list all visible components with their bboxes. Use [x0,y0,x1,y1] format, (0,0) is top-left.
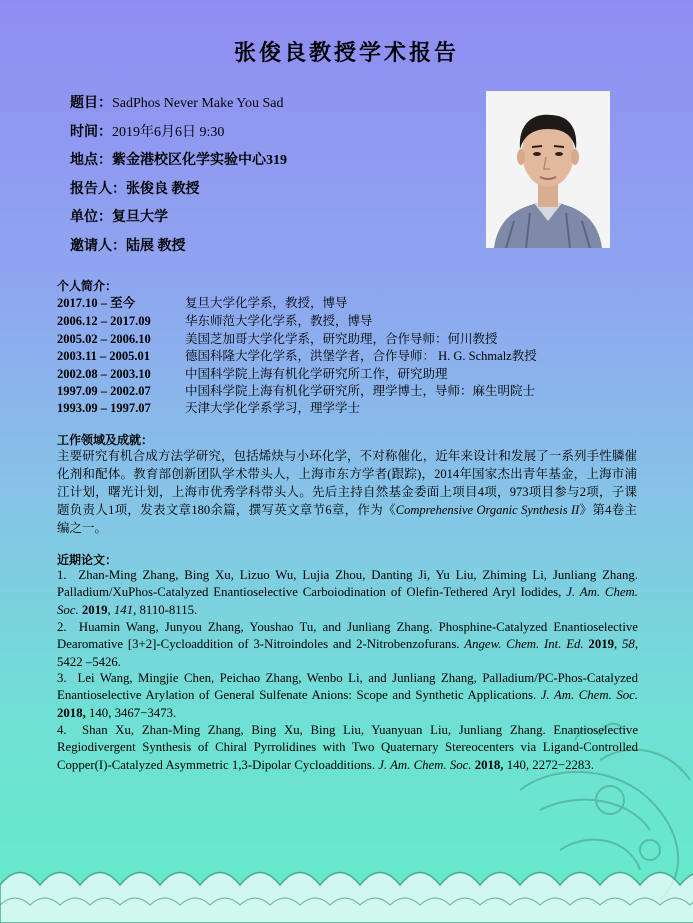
cv-desc: 中国科学院上海有机化学研究所，理学博士，导师：麻生明院士 [185,384,536,398]
cv-date: 1997.09 – 2002.07 [57,384,151,398]
cv-row [57,346,537,364]
cv-row [57,311,373,329]
paper-item [57,670,638,722]
cv-desc: 复旦大学化学系，教授，博导 [185,296,348,310]
info-label: 报告人： [70,181,126,197]
info-value: SadPhos Never Make You Sad [112,96,284,111]
paper-number: 2. [57,620,67,634]
paper-volume: 58 [622,637,635,652]
paper-citation: Zhan-Ming Zhang, Bing Xu, Lizuo Wu, Lujia Zhou, Danting Ji, Yu Liu, Zhiming Li, Junliang Zhang. Palladium/XuPhos-Catalyzed Enantioselective Carboiodination of Olefin-Tethered Aryl Iodides, [57,568,638,600]
paper-journal: J. Am. Chem. Soc. [57,585,638,617]
info-topic [70,92,284,112]
paper-year: 2019 [81,602,108,617]
cv-date: 2005.02 – 2006.10 [57,332,151,346]
paper-item [57,722,638,774]
work-text-end: 》第4卷主编之一。 [57,503,637,535]
paper-number: 4. [57,723,67,737]
info-label: 邀请人： [70,238,126,254]
work-text: 主要研究有机合成方法学研究，包括烯炔与小环化学，不对称催化，近年来设计和发展了一系列手性膦催化剂和配体。教育部创新团队学术带头人，上海市东方学者(跟踪)，2014年国家杰出青年基金，上海市浦江计划，曙光计划，上海市优秀学科带头人。先后主持自然基金委面上项目4项，973项目参与2项，子课题负责人1项，发表文章180余篇，撰写英文章节6章，作为《 [57,449,637,517]
cv-desc: 中国科学院上海有机化学研究所工作，研究助理 [185,367,448,381]
paper-volume: 140 [506,757,526,772]
info-affiliation [70,206,168,226]
cv-date: 2006.12 – 2017.09 [57,314,151,328]
cv-desc: 天津大学化学系学习，理学学士 [185,401,361,415]
paper-item: 1. Zhan-Ming Zhang, Bing Xu, Lizuo Wu, Lujia Zhou, Danting Ji, Yu Liu, Zhiming Li, Junliang Zhang. Palladium/XuPhos-Catalyzed Enantioselective Carboiodination of Olefin-Tethered Aryl Iodides, J. Am. Chem. Soc. 2019, 141, 8110-8115. [57,568,638,617]
paper-year: 2018, [474,757,504,772]
paper-volume: 140 [89,705,109,720]
cv-date: 1993.09 – 1997.07 [57,401,151,415]
paper-journal: J. Am. Chem. Soc. [378,757,472,772]
paper-pages: , 3467−3473. [108,705,177,720]
papers-heading: 近期论文： [57,553,118,567]
paper-citation: Lei Wang, Mingjie Chen, Peichao Zhang, Wenbo Li, and Junliang Zhang, Palladium/PC-Phos-Catalyzed Enantioselective Arylation of General Sulfenate Anions: Scope and Synthetic Applications. [57,671,638,703]
paper-pages: , 5422 –5426. [57,637,639,669]
info-value: 2019年6月6日 9:30 [112,125,225,140]
info-value: 复旦大学 [112,210,168,225]
paper-pages: , 8110-8115. [133,602,198,617]
paper-number: 1. [57,568,67,582]
info-location [70,149,287,169]
info-value: 张俊良 教授 [126,182,200,197]
speaker-photo [486,91,610,248]
work-heading: 工作领域及成就： [57,433,154,447]
cv-row [57,398,360,416]
info-label: 地点： [70,152,112,168]
profile-heading: 个人简介： [57,279,118,293]
cv-date: 2002.08 – 2003.10 [57,367,151,381]
info-time [70,121,224,141]
portrait-image [486,91,610,248]
paper-journal: Angew. Chem. Int. Ed. [464,637,584,652]
info-label: 题目： [70,95,112,111]
paper-pages: , 2272−2283. [525,757,594,772]
info-speaker [70,178,200,198]
info-label: 时间： [70,124,112,140]
info-value: 陆展 教授 [126,239,186,254]
book-title: Comprehensive Organic Synthesis II [395,503,580,517]
info-value: 紫金港校区化学实验中心319 [112,153,287,168]
cv-desc: 德国科隆大学化学系，洪堡学者，合作导师： H. G. Schmalz教授 [185,349,537,363]
paper-journal: J. Am. Chem. Soc. [540,688,638,703]
paper-citation: Shan Xu, Zhan-Ming Zhang, Bing Xu, Bing Liu, Yuanyuan Liu, Junliang Zhang. Enantioselective Regiodivergent Synthesis of Chiral Pyrrolidines with Two Quaternary Stereocenters via Ligand-Controlled Copper(I)-Catalyzed Asymmetric 1,3-Dipolar Cycloadditions. [57,723,638,772]
cv-desc: 华东师范大学化学系，教授，博导 [185,314,373,328]
paper-year: 2019 [588,637,615,652]
cv-row [57,293,348,311]
paper-citation: Huamin Wang, Junyou Zhang, Youshao Tu, and Junliang Zhang. Phosphine-Catalyzed Enantioselective Dearomative [3+2]-Cycloaddition of 3-Nitroindoles and 2-Nitrobenzofurans. [57,620,638,652]
cv-desc: 美国芝加哥大学化学系，研究助理，合作导师：何川教授 [185,332,498,346]
paper-year: 2018, [57,705,86,720]
paper-item: 2. Huamin Wang, Junyou Zhang, Youshao Tu, and Junliang Zhang. Phosphine-Catalyzed Enantioselective Dearomative [3+2]-Cycloaddition of 3-Nitroindoles and 2-Nitrobenzofurans. Angew. Chem. Int. Ed. 2019, 58, 5422 –5426. [57,620,639,669]
work-description [57,447,637,537]
paper-volume: 141 [113,602,134,617]
info-label: 单位： [70,209,112,225]
info-host [70,235,186,255]
paper-number: 3. [57,671,67,685]
cv-row [57,364,448,382]
cv-row [57,381,535,399]
page-title: 张俊良教授学术报告 [233,40,459,66]
cv-date: 2003.11 – 2005.01 [57,349,151,363]
cv-date: 2017.10 – 至今 [57,296,136,310]
cv-row [57,329,498,347]
